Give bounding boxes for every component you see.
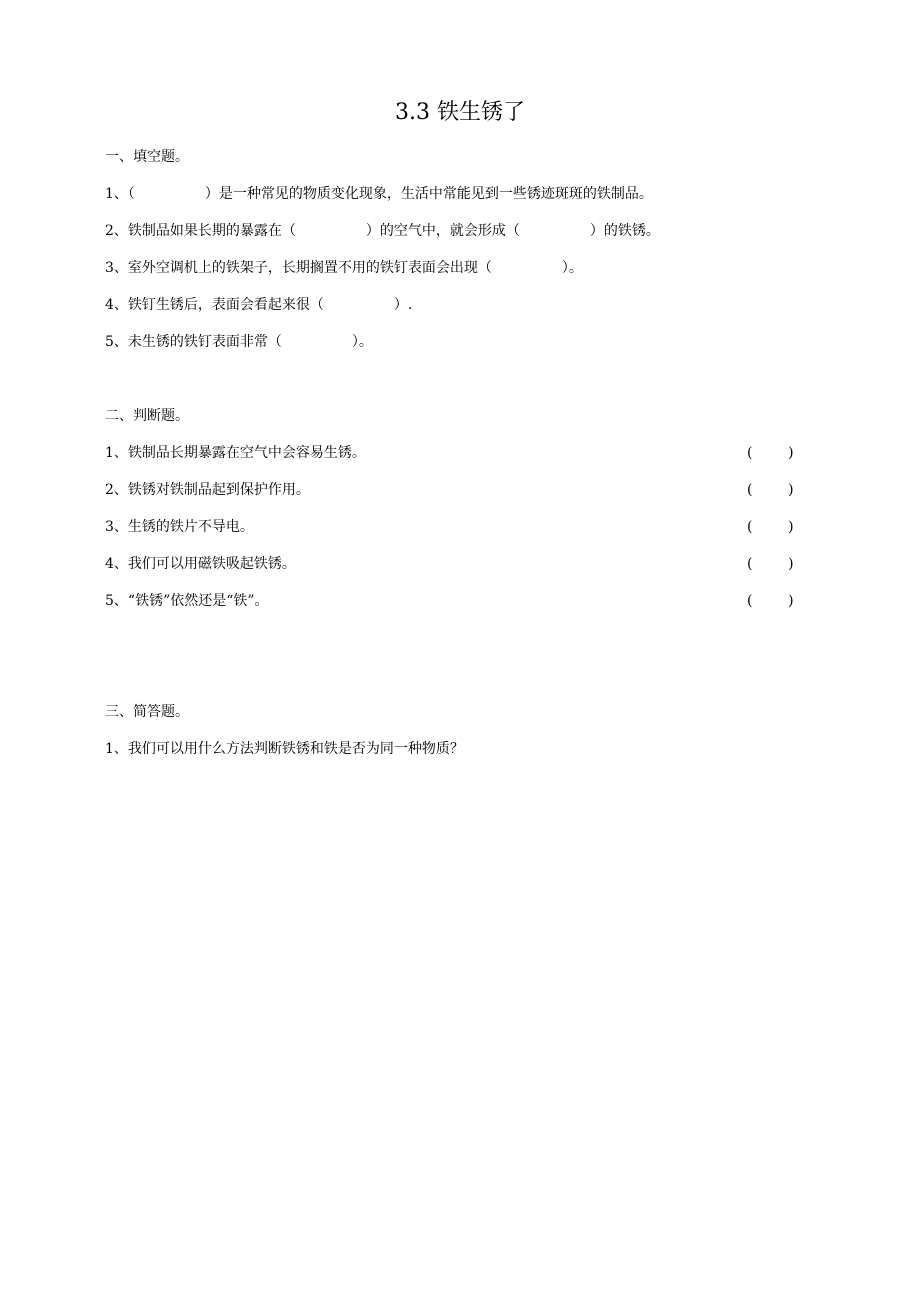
answer-bracket-4: ( )	[747, 556, 794, 572]
true-false-question-2: 2、铁锈对铁制品起到保护作用。	[105, 482, 310, 498]
true-false-question-3: 3、生锈的铁片不导电。	[105, 519, 254, 535]
section-heading-true-false: 二、判断题。	[105, 408, 189, 424]
fill-blank-question-5: 5、未生锈的铁钉表面非常（ ）。	[105, 334, 373, 350]
true-false-question-5: 5、“铁锈”依然还是“铁”。	[105, 593, 269, 609]
answer-bracket-2: ( )	[747, 482, 794, 498]
fill-blank-question-2: 2、铁制品如果长期的暴露在（ ）的空气中，就会形成（ ）的铁锈。	[105, 223, 660, 239]
answer-bracket-3: ( )	[747, 519, 794, 535]
fill-blank-question-4: 4、铁钉生锈后，表面会看起来很（ ）.	[105, 297, 413, 313]
section-heading-short-answer: 三、简答题。	[105, 704, 189, 720]
page-title: 3.3 铁生锈了	[395, 100, 525, 125]
true-false-question-1: 1、铁制品长期暴露在空气中会容易生锈。	[105, 445, 366, 461]
true-false-question-4: 4、我们可以用磁铁吸起铁锈。	[105, 556, 296, 572]
answer-bracket-1: ( )	[747, 445, 794, 461]
short-answer-question-1: 1、我们可以用什么方法判断铁锈和铁是否为同一种物质？	[105, 741, 464, 757]
fill-blank-question-3: 3、室外空调机上的铁架子，长期搁置不用的铁钉表面会出现（ ）。	[105, 260, 583, 276]
answer-bracket-5: ( )	[747, 593, 794, 609]
section-heading-fill-blank: 一、填空题。	[105, 149, 189, 165]
fill-blank-question-1: 1、（ ）是一种常见的物质变化现象，生活中常能见到一些锈迹斑斑的铁制品。	[105, 186, 653, 202]
